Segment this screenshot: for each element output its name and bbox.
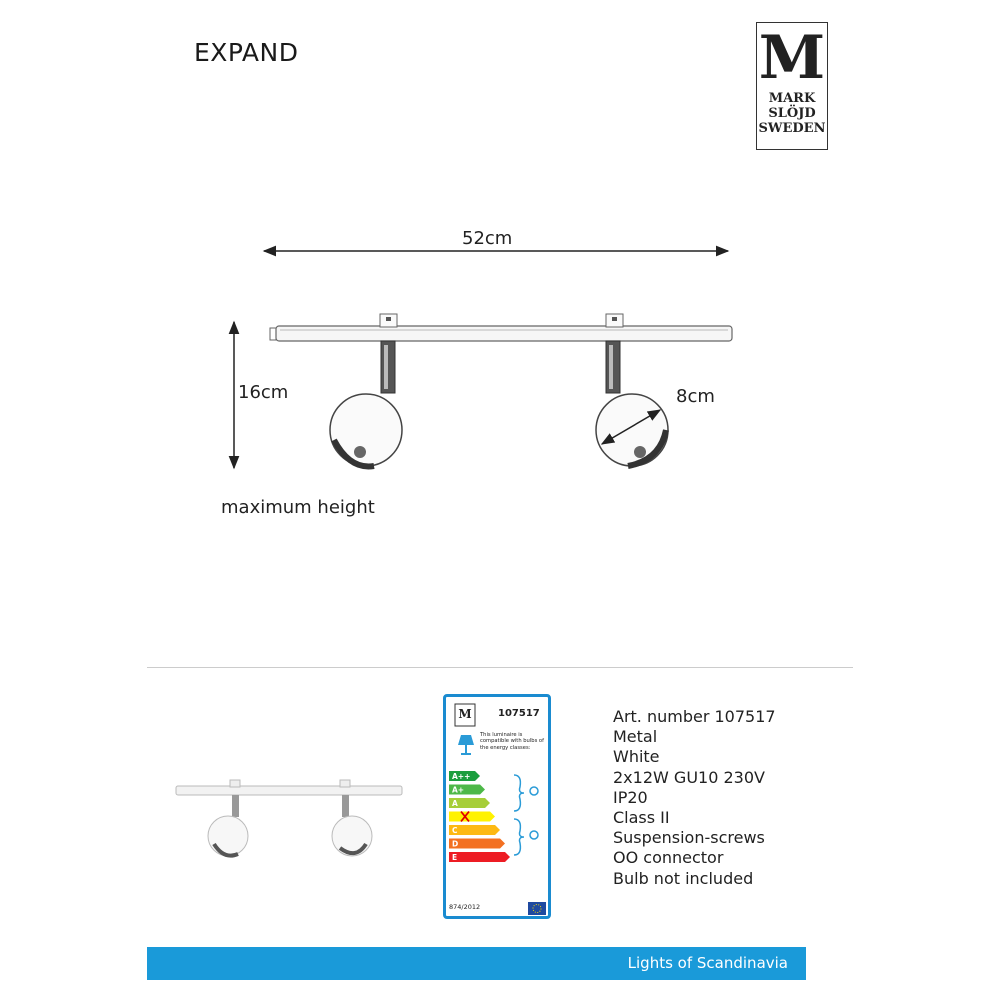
svg-text:D: D [452, 839, 459, 849]
energy-class-c [449, 825, 500, 835]
max-height-note: maximum height [221, 497, 375, 518]
eu-flag-icon [528, 902, 546, 915]
spot-2 [596, 341, 668, 466]
energy-label-text: This luminaire is compatible with bulbs of the energy classes: [480, 732, 544, 751]
spec-class: Class II [613, 808, 670, 828]
energy-class-d [449, 839, 505, 849]
spec-material: Metal [613, 727, 658, 747]
spec-ip-rating: IP20 [613, 787, 648, 807]
section-divider [147, 667, 853, 668]
logo-line-1: MARK [768, 91, 816, 106]
svg-text:A: A [452, 799, 458, 808]
footer-tagline: Lights of Scandinavia [627, 954, 788, 972]
bulb-icons [512, 773, 542, 859]
energy-class-a [449, 798, 490, 808]
svg-text:E: E [452, 853, 458, 862]
spec-list [613, 707, 776, 889]
energy-class-e [449, 852, 510, 862]
footer-bar [147, 947, 806, 980]
energy-label-regulation: 874/2012 [449, 903, 481, 911]
svg-text:M: M [458, 707, 472, 721]
energy-label [443, 694, 551, 919]
svg-text:C: C [452, 826, 458, 835]
spec-art-number: Art. number 107517 [613, 707, 776, 726]
energy-label-logo [454, 703, 476, 727]
width-label: 52cm [462, 228, 513, 249]
spec-connector: OO connector [613, 848, 724, 868]
rail [270, 314, 732, 341]
spec-mounting: Suspension-screws [613, 828, 765, 848]
logo-line-3: SWEDEN [758, 121, 826, 136]
energy-class-b [449, 812, 495, 822]
spec-bulb: Bulb not included [613, 868, 754, 888]
energy-class-aplus [449, 785, 485, 795]
svg-text:A++: A++ [452, 772, 471, 781]
logo-letter: M [758, 23, 826, 93]
svg-text:B: B [452, 812, 458, 822]
energy-class-aplusplus [449, 771, 480, 781]
lamp-icon [456, 733, 476, 757]
svg-text:A+: A+ [452, 785, 465, 795]
energy-label-art-number: 107517 [498, 708, 540, 719]
spec-power: 2x12W GU10 230V [613, 767, 765, 787]
product-photo [170, 770, 410, 870]
spot-1 [330, 341, 402, 466]
product-title: EXPAND [194, 38, 299, 67]
spec-color: White [613, 747, 660, 767]
head-diameter-label: 8cm [676, 386, 715, 407]
height-label: 16cm [238, 382, 289, 403]
logo-line-2: SLÖJD [768, 106, 816, 121]
